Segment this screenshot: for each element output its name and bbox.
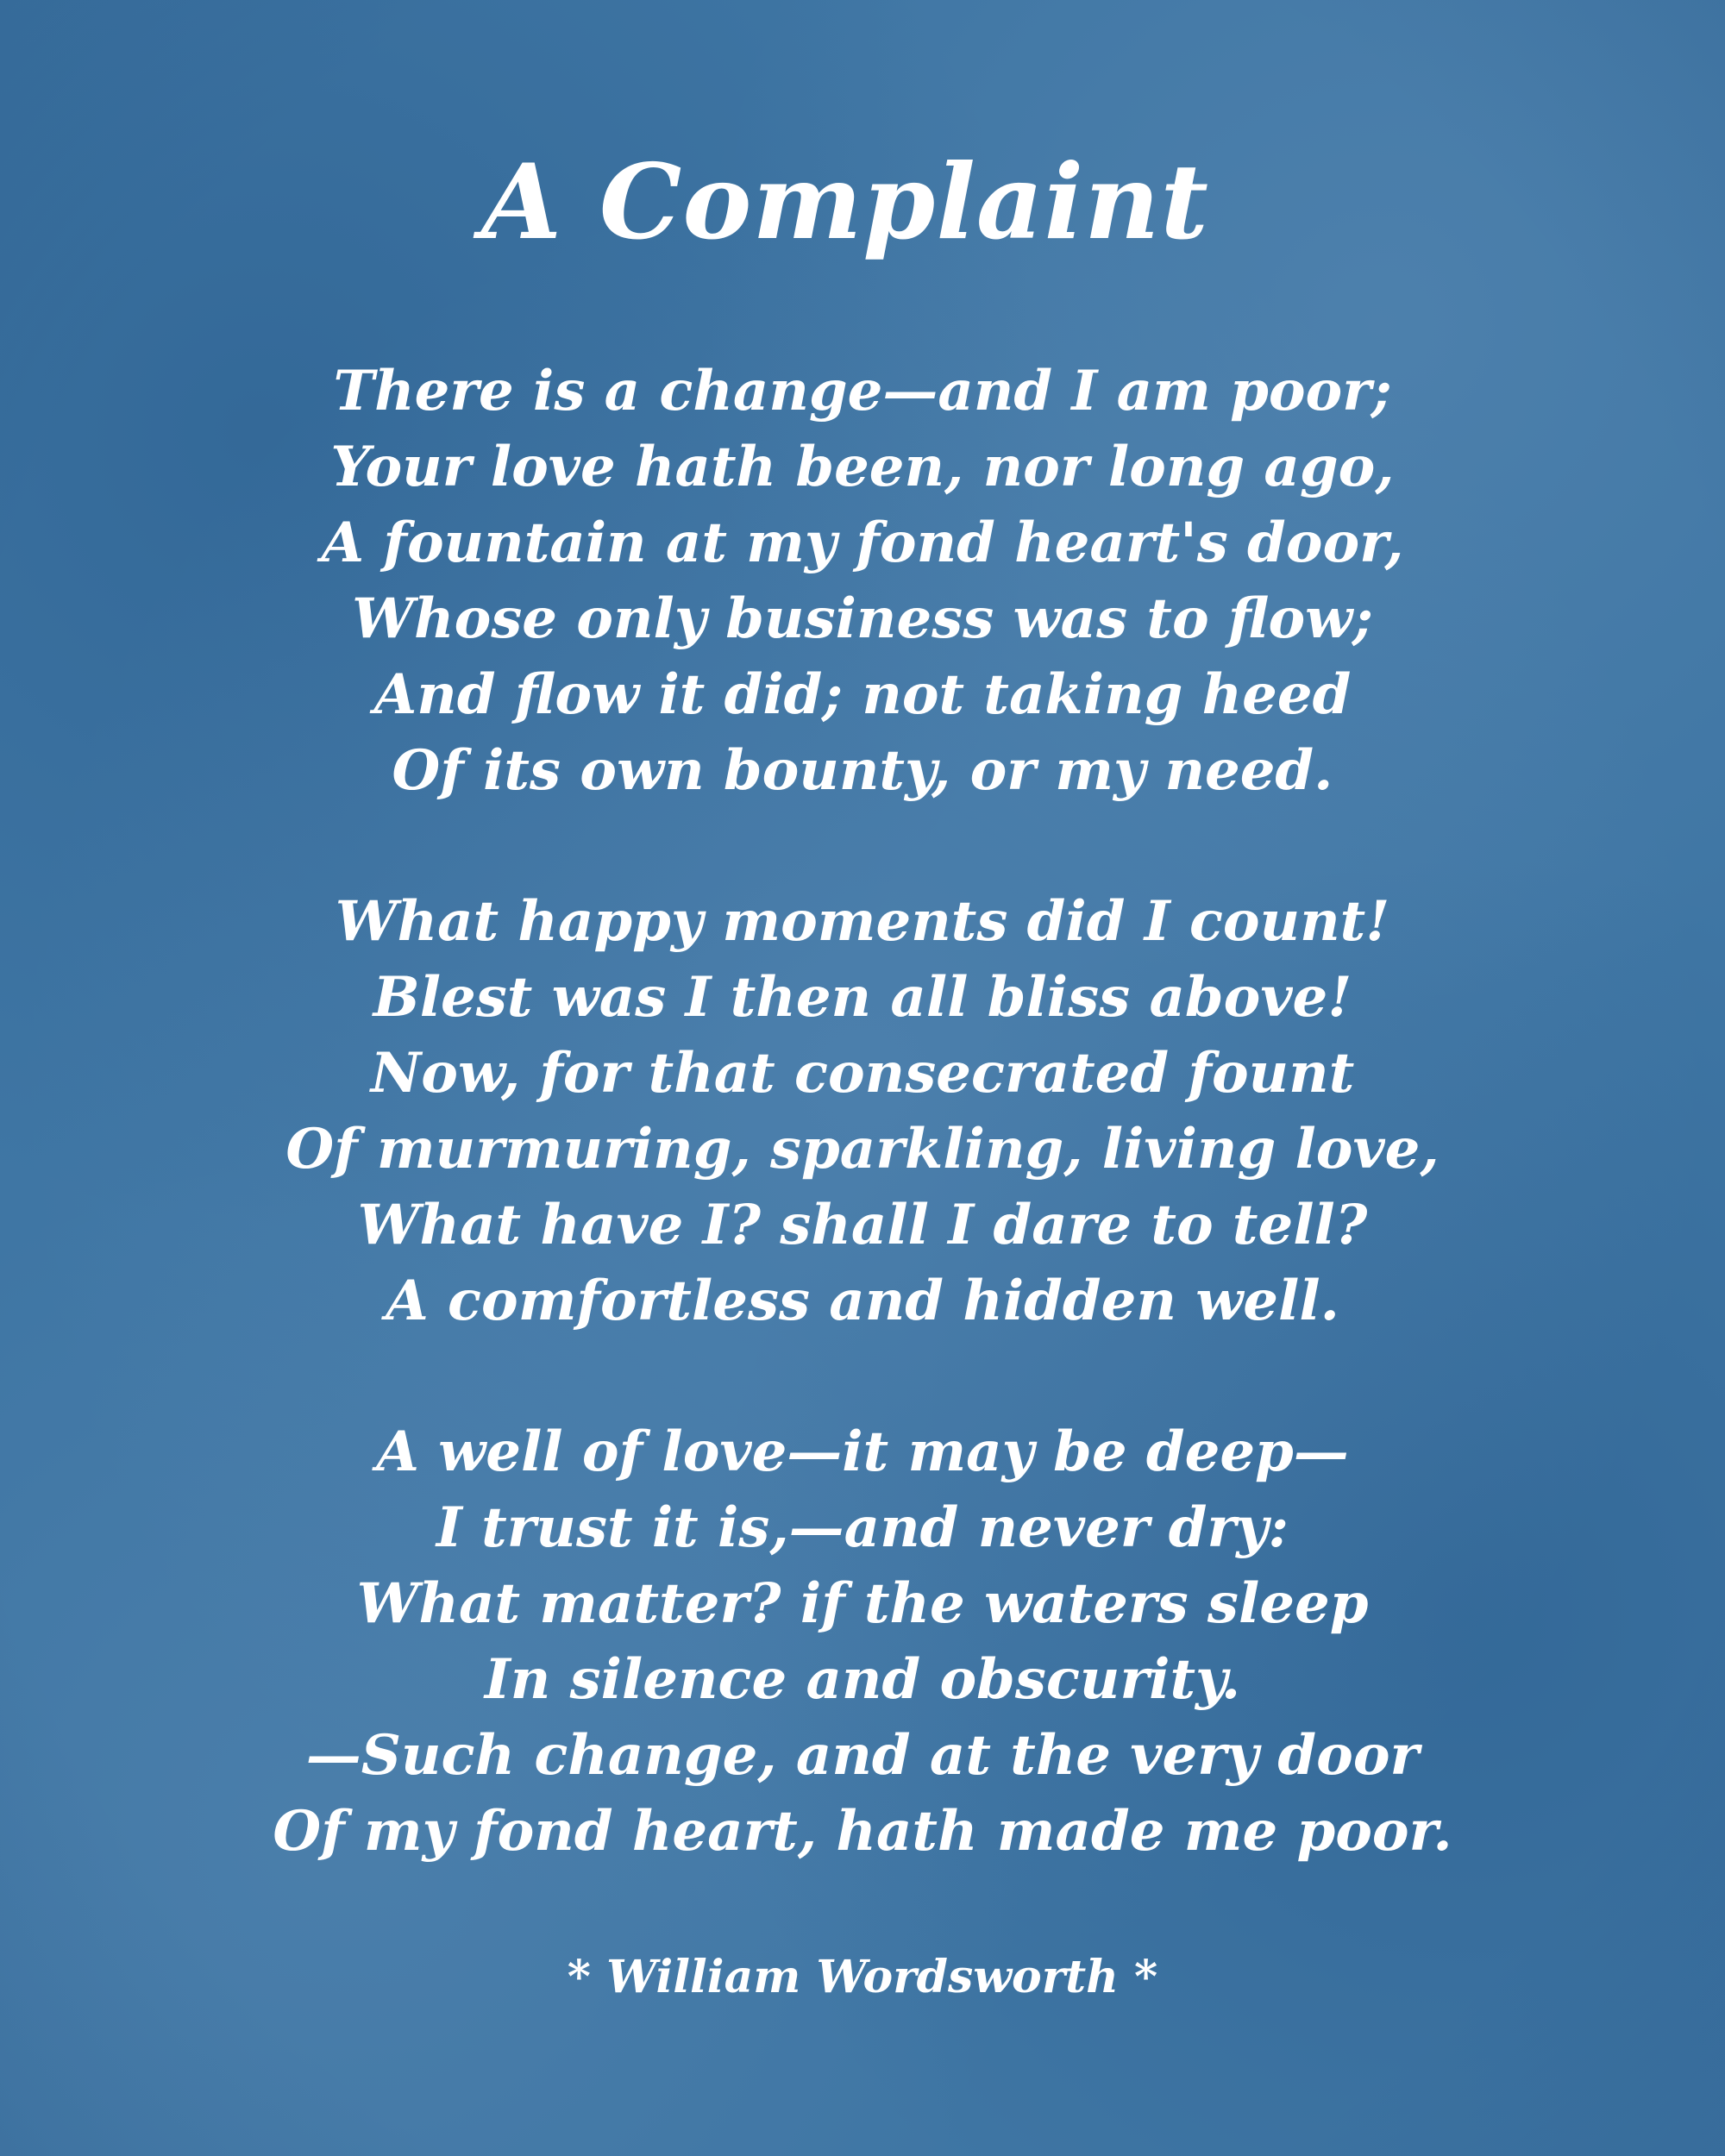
- poem-title-text: A Complaint: [481, 141, 1209, 263]
- poem-author: * William Wordsworth *: [567, 1951, 1158, 2003]
- poem-line: I trust it is,—and never dry:: [436, 1495, 1289, 1560]
- poem-line: Your love hath been, nor long ago,: [330, 435, 1395, 499]
- poem-line: Of my fond heart, hath made me poor.: [273, 1799, 1452, 1864]
- poem-line: What have I? shall I dare to tell?: [357, 1193, 1368, 1257]
- poem-line: Whose only business was to flow;: [352, 586, 1373, 651]
- poem-line: And flow it did; not taking heed: [373, 662, 1352, 727]
- poem-line: What happy moments did I count!: [335, 889, 1390, 954]
- poem-line: A comfortless and hidden well.: [386, 1269, 1339, 1333]
- poem-body: [0, 354, 1725, 1945]
- poem-line: A well of love—it may be deep—: [376, 1420, 1349, 1484]
- poem-line: Blest was I then all bliss above!: [373, 965, 1352, 1030]
- stanza-1: [0, 354, 1725, 809]
- poem-line: Now, for that consecrated fount: [370, 1041, 1355, 1106]
- stanza-3: [0, 1414, 1725, 1870]
- poem-title: [0, 129, 1725, 276]
- poem-line: In silence and obscurity.: [484, 1647, 1241, 1712]
- poem-line: Of murmuring, sparkling, living love,: [285, 1117, 1440, 1181]
- poem-line: Of its own bounty, or my need.: [392, 738, 1333, 803]
- poem-line: —Such change, and at the very door: [305, 1723, 1420, 1788]
- poem-line: There is a change—and I am poor;: [333, 359, 1392, 423]
- poem-line: What matter? if the waters sleep: [356, 1571, 1369, 1636]
- poem-line: A fountain at my fond heart's door,: [321, 511, 1404, 575]
- stanza-2: [0, 884, 1725, 1339]
